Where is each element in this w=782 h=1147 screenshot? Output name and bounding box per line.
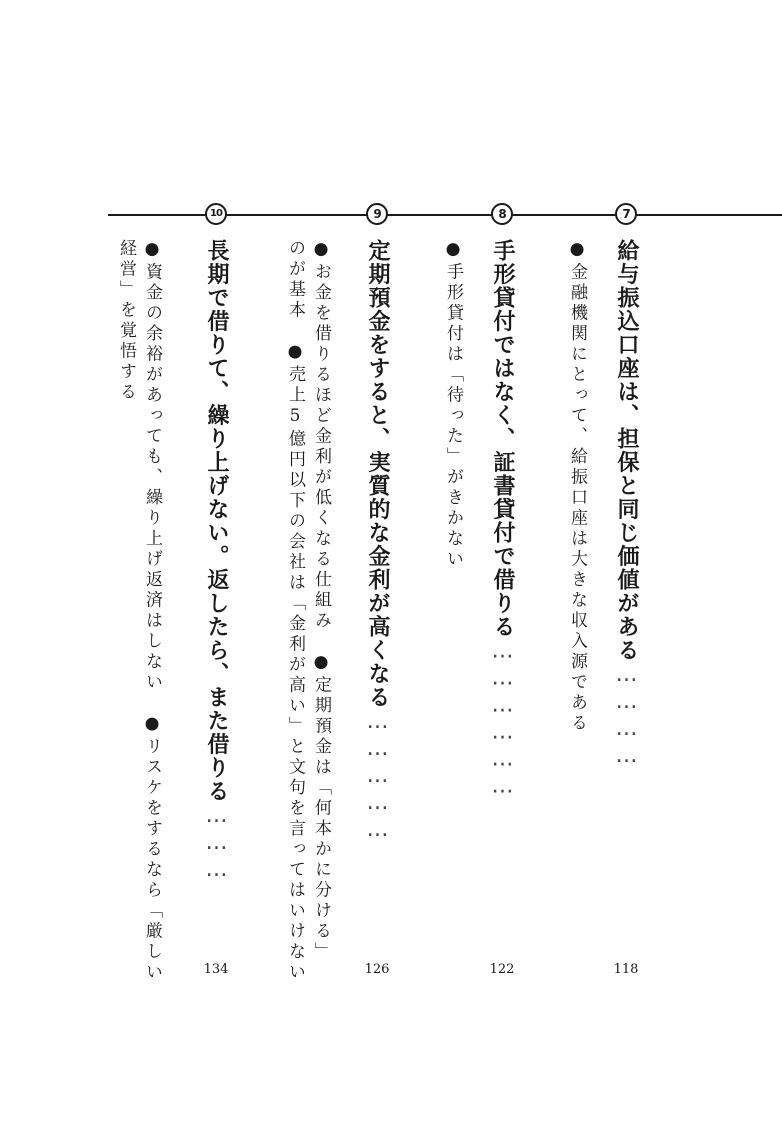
- chapter-number-8: 8: [491, 203, 513, 225]
- chapter-title-text: 長期で借りて、繰り上げない。返したら、また借りる: [204, 239, 229, 803]
- page-number-122: 122: [489, 962, 515, 977]
- leader-dots: ……………: [365, 709, 390, 844]
- summary-line: のが基本 ●売上5億円以下の会社は「金利が高い」と文句を言ってはいけない: [285, 239, 305, 983]
- chapter-number-7: 7: [615, 203, 637, 225]
- page-number-126: 126: [364, 962, 390, 977]
- chapter-title-text: 給与振込口座は、担保と同じ価値がある: [614, 239, 639, 662]
- chapter-title-9[interactable]: [362, 239, 392, 949]
- page-number-134: 134: [203, 962, 229, 977]
- chapter-summary-9: [282, 239, 334, 983]
- chapter-summary-7: [564, 239, 590, 979]
- leader-dots: ………: [204, 803, 229, 884]
- chapter-title-8[interactable]: [487, 239, 517, 949]
- leader-dots: ………………: [490, 638, 515, 801]
- summary-line: ●手形貸付は「待った」がきかない: [443, 239, 463, 570]
- chapter-title-text: 手形貸付ではなく、証書貸付で借りる: [490, 239, 515, 639]
- chapter-title-text: 定期預金をすると、実質的な金利が高くなる: [365, 239, 390, 709]
- chapter-number-10: 10: [205, 203, 227, 225]
- chapter-summary-10: [113, 239, 165, 983]
- leader-dots: …………: [614, 662, 639, 770]
- summary-line: ●お金を借りるほど金利が低くなる仕組み ●定期預金は「何本かに分ける」: [311, 239, 331, 963]
- summary-line: ●資金の余裕があっても、繰り上げ返済はしない ●リスケをするなら「厳しい: [142, 239, 162, 983]
- chapter-summary-8: [440, 239, 466, 979]
- summary-line: ●金融機関にとって、給振口座は大きな収入源である: [567, 239, 587, 734]
- page-number-118: 118: [613, 962, 639, 977]
- chapter-number-9: 9: [366, 203, 388, 225]
- summary-line: 経営」を覚悟する: [116, 239, 136, 403]
- chapter-title-10[interactable]: [201, 239, 231, 949]
- chapter-title-7[interactable]: [611, 239, 641, 949]
